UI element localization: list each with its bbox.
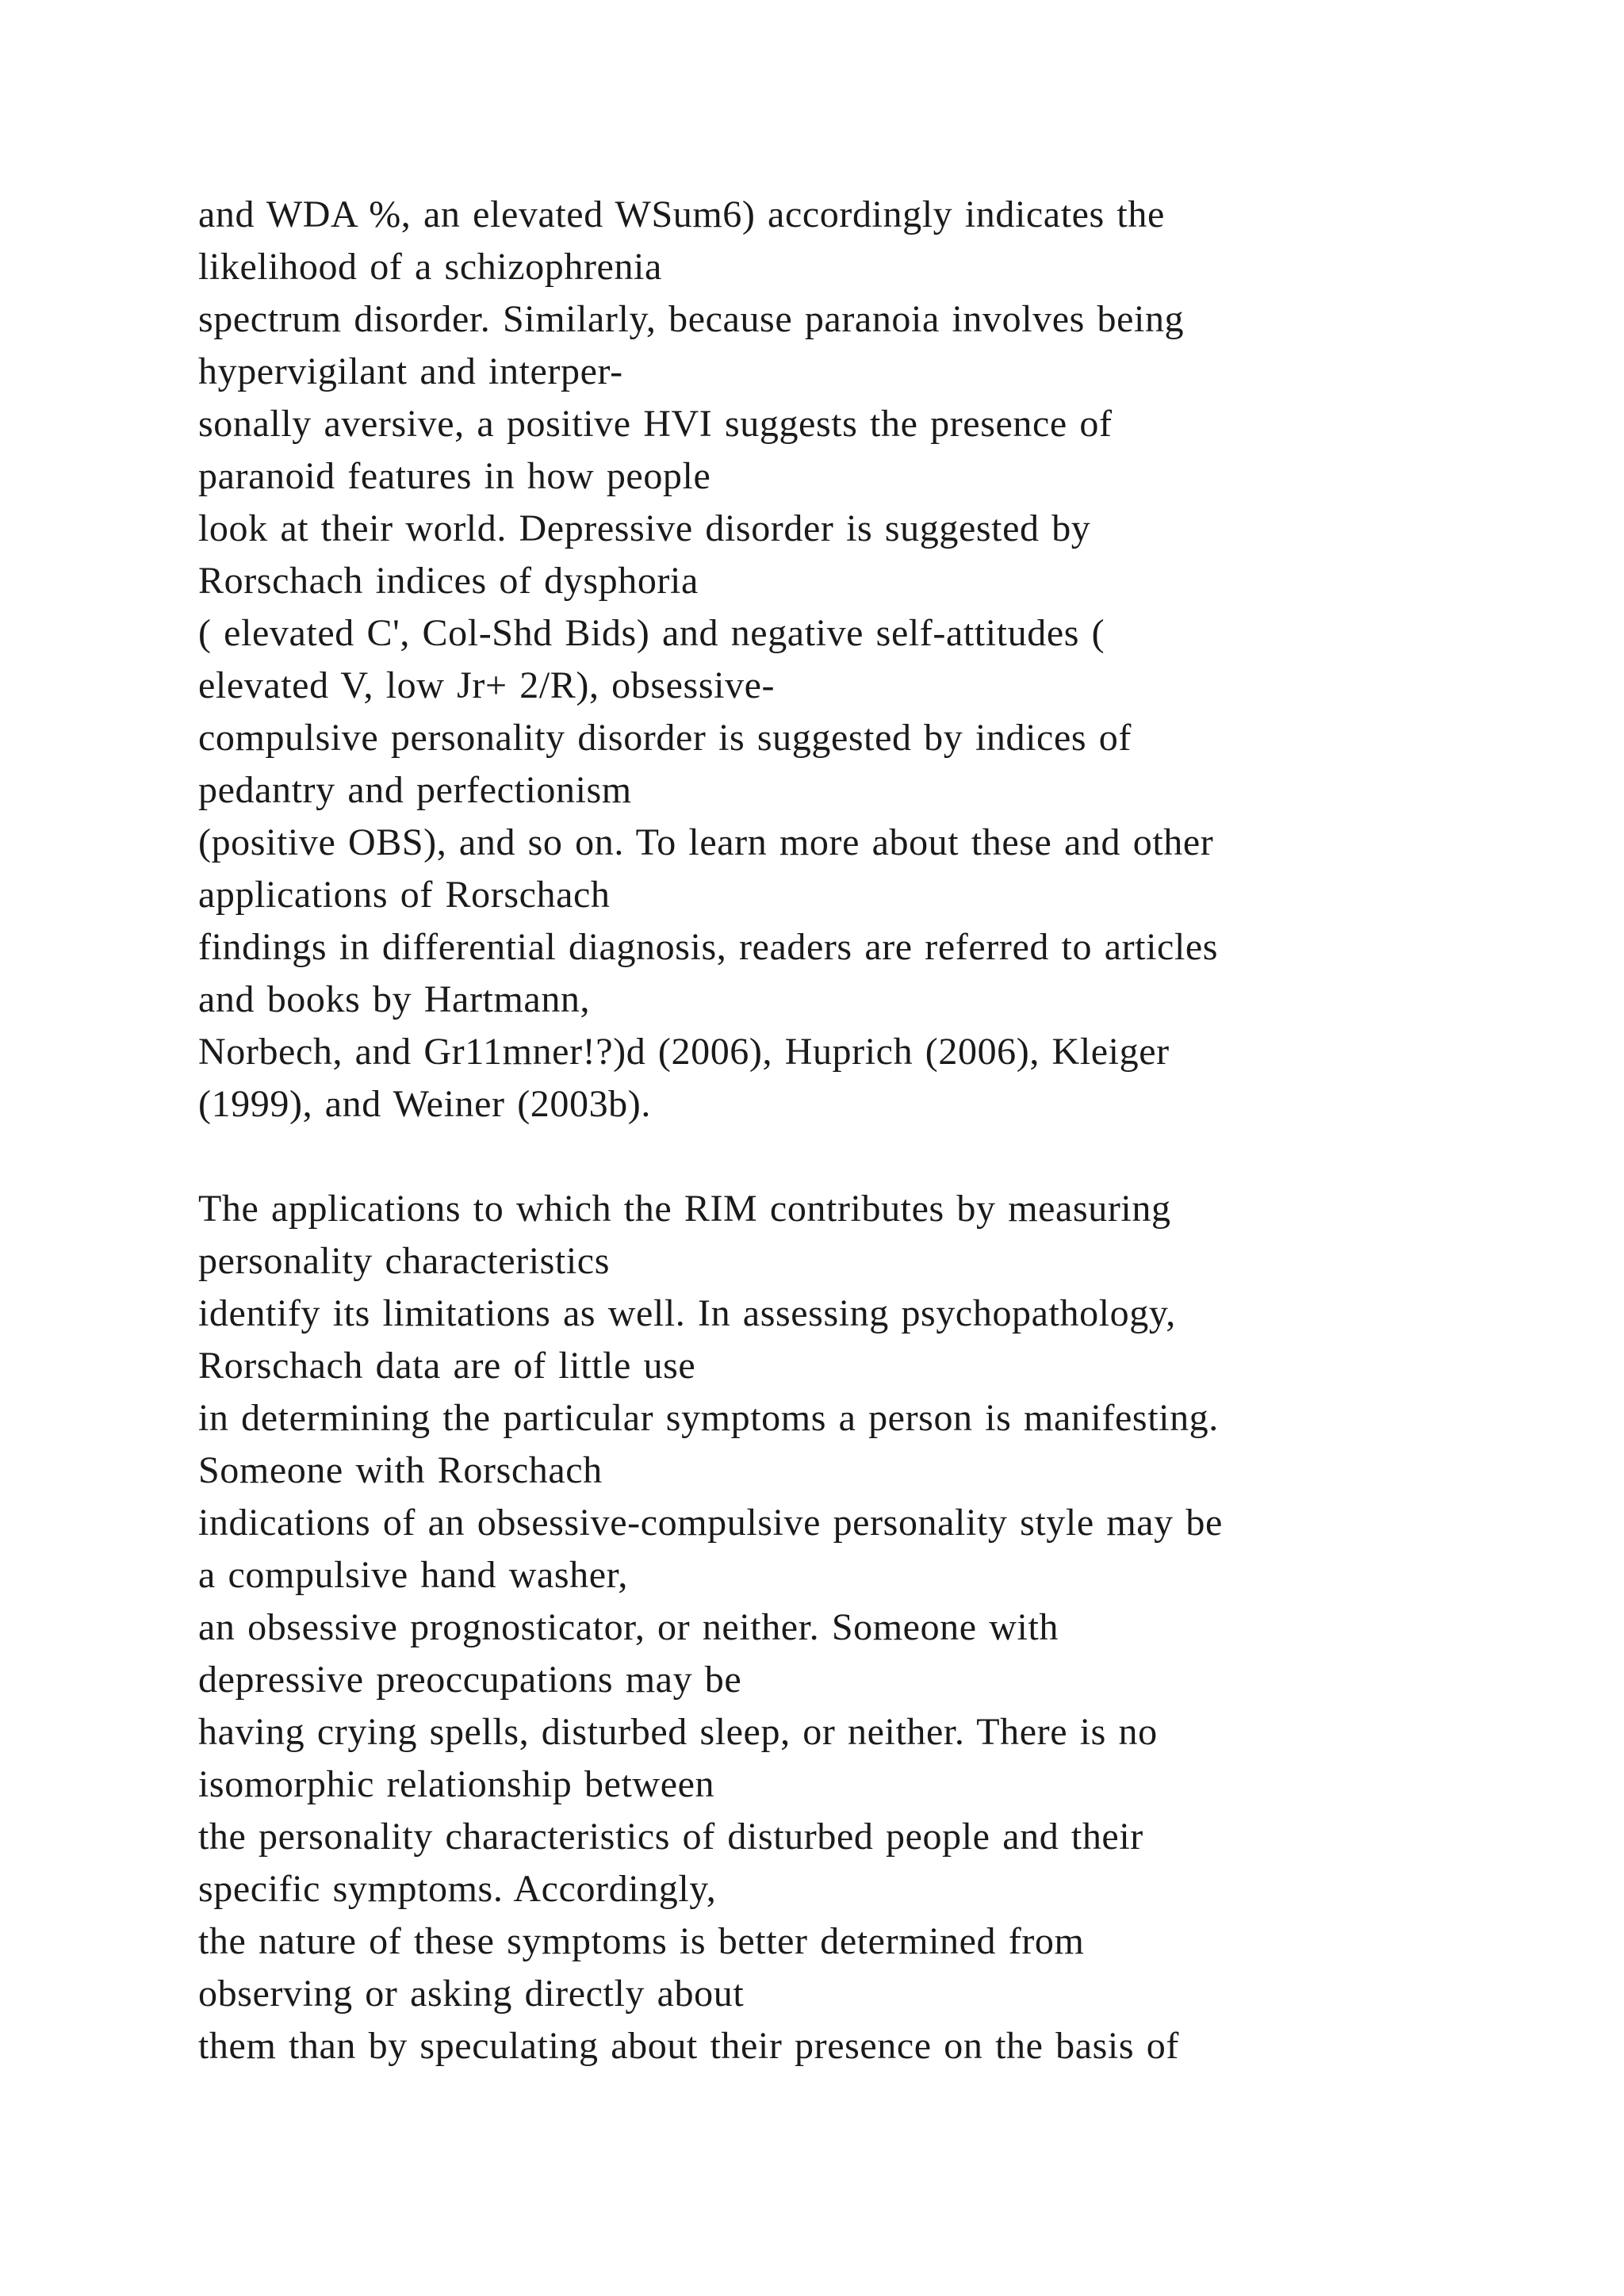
paragraph-2 [198,1183,1515,2072]
text-line: compulsive personality disorder is suggested by indices of [198,717,1132,759]
text-line: paranoid features in how people [198,455,711,497]
text-line: personality characteristics [198,1240,610,1282]
text-line: Someone with Rorschach [198,1449,603,1491]
text-line: an obsessive prognosticator, or neither. Someone with [198,1606,1059,1648]
text-line: The applications to which the RIM contributes by measuring [198,1188,1171,1230]
text-line: look at their world. Depressive disorder is suggested by [198,507,1091,549]
text-line: a compulsive hand washer, [198,1554,628,1596]
text-line: (1999), and Weiner (2003b). [198,1083,651,1125]
text-line: sonally aversive, a positive HVI suggests the presence of [198,403,1113,445]
text-line: them than by speculating about their presence on the basis of [198,2025,1179,2067]
text-line: ( elevated C', Col-Shd Bids) and negative self-attitudes ( [198,612,1105,654]
text-line: depressive preoccupations may be [198,1659,742,1701]
text-line: and WDA %, an elevated WSum6) accordingly indicates the [198,193,1165,235]
text-line: applications of Rorschach [198,874,611,916]
paragraph-1 [198,189,1515,1131]
text-line: Rorschach data are of little use [198,1345,696,1387]
body-text [198,189,1515,2072]
text-line: likelihood of a schizophrenia [198,246,662,288]
text-line: findings in differential diagnosis, readers are referred to articles [198,926,1219,968]
text-line: the nature of these symptoms is better determined from [198,1920,1085,1962]
text-line: specific symptoms. Accordingly, [198,1868,717,1910]
text-line: having crying spells, disturbed sleep, or neither. There is no [198,1711,1158,1753]
text-line: and books by Hartmann, [198,978,591,1020]
text-line: elevated V, low Jr+ 2/R), obsessive- [198,664,776,706]
text-line: pedantry and perfectionism [198,769,632,811]
paragraph-gap [198,1131,1515,1183]
text-line: spectrum disorder. Similarly, because paranoia involves being [198,298,1185,340]
text-line: identify its limitations as well. In assessing psychopathology, [198,1292,1176,1334]
text-line: isomorphic relationship between [198,1763,715,1805]
text-line: in determining the particular symptoms a person is manifesting. [198,1397,1219,1439]
text-line: indications of an obsessive-compulsive personality style may be [198,1502,1223,1544]
text-line: (positive OBS), and so on. To learn more about these and other [198,821,1214,863]
text-line: Norbech, and Gr11mner!?)d (2006), Huprich (2006), Kleiger [198,1031,1170,1073]
text-line: hypervigilant and interper- [198,350,623,392]
text-line: Rorschach indices of dysphoria [198,560,699,602]
text-line: the personality characteristics of disturbed people and their [198,1816,1143,1858]
text-line: observing or asking directly about [198,1973,745,2015]
